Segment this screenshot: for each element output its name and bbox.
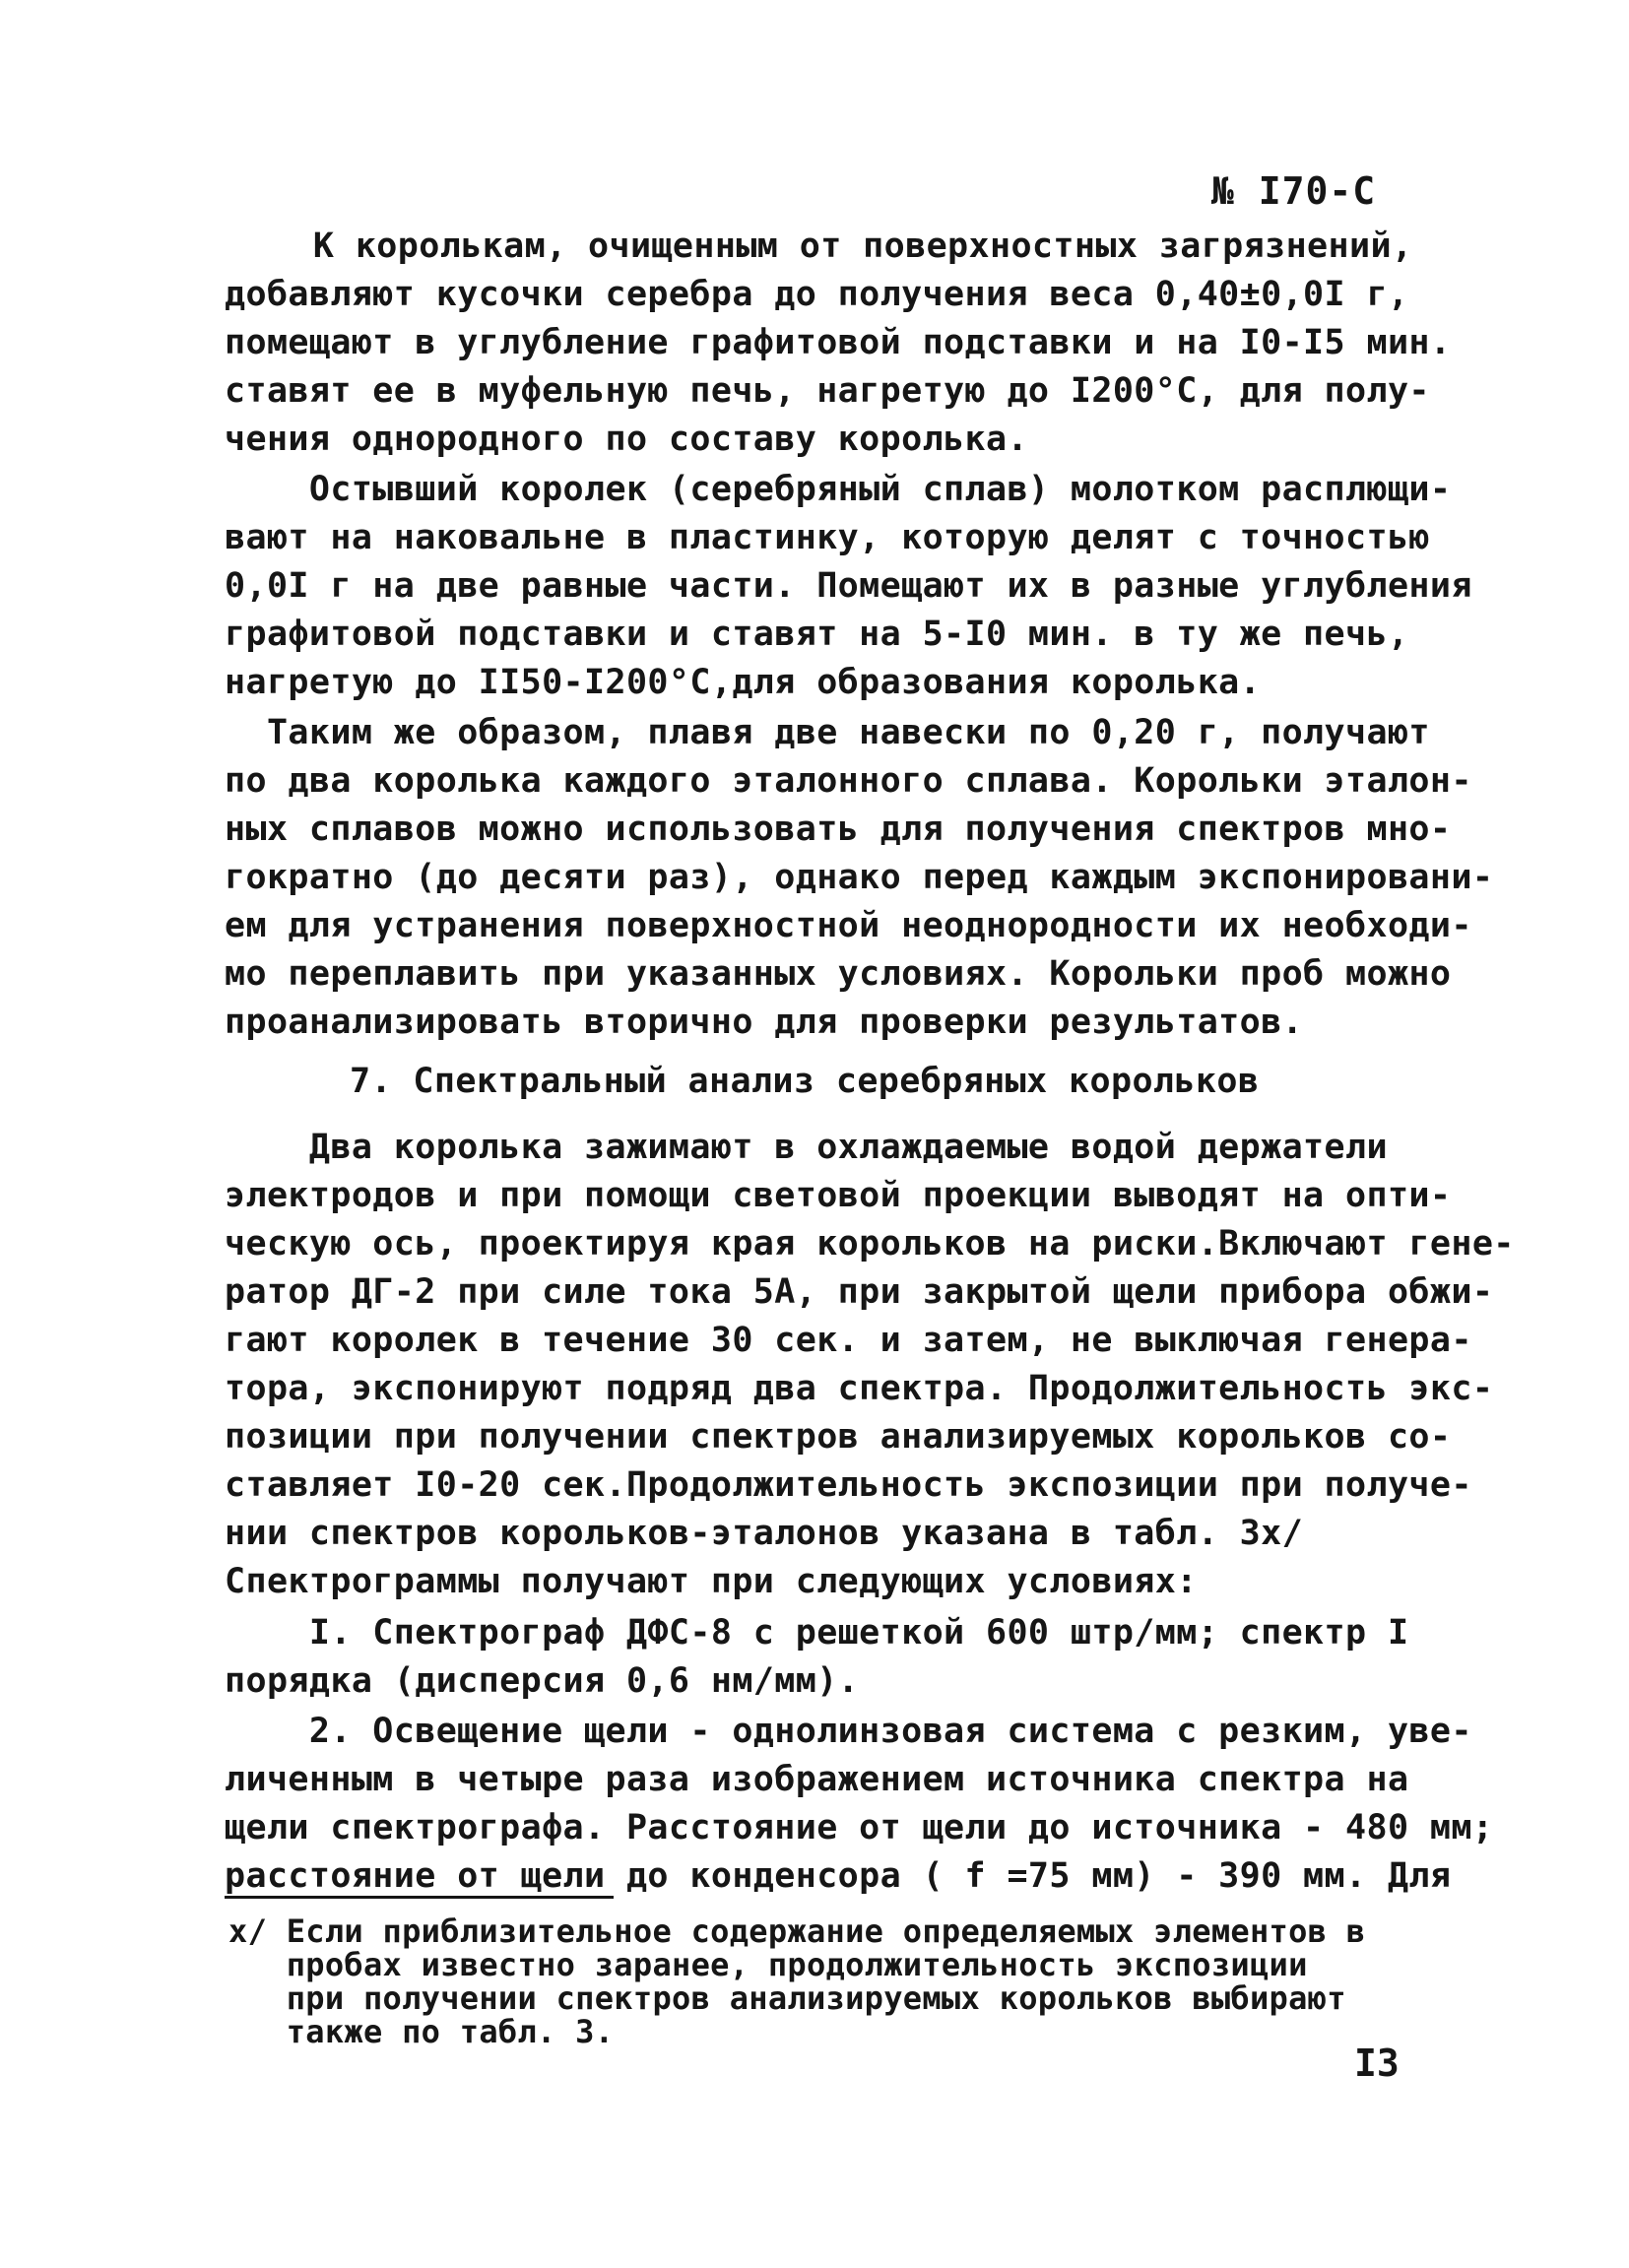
text-line: Два королька зажимают в охлаждаемые водой держатели (225, 1128, 1388, 1167)
text-line: 0,0I г на две равные части. Помещают их в разные углубления (225, 566, 1472, 606)
text-line: порядка (дисперсия 0,6 нм/мм). (225, 1661, 860, 1701)
text-line: нии спектров корольков-эталонов указана в табл. 3х/ (225, 1514, 1304, 1553)
text-line: Таким же образом, плавя две навески по 0,20 г, получают (225, 713, 1430, 752)
text-line: по два королька каждого эталонного сплава. Корольки эталон- (225, 761, 1472, 801)
text-line: графитовой подставки и ставят на 5-I0 мин. в ту же печь, (225, 615, 1409, 654)
text-line: проанализировать вторично для проверки результатов. (225, 1003, 1304, 1042)
text-line: I. Спектрограф ДФС-8 с решеткой 600 штр/мм; спектр I (225, 1613, 1409, 1652)
text-line: ратор ДГ-2 при силе тока 5А, при закрытой щели прибора обжи- (225, 1272, 1494, 1312)
text-line: щели спектрографа. Расстояние от щели до источника - 480 мм; (225, 1808, 1494, 1847)
section-heading: 7. Спектральный анализ серебряных корольков (350, 1062, 1260, 1101)
text-line: мо переплавить при указанных условиях. Корольки проб можно (225, 954, 1452, 994)
text-line: ставят ее в муфельную печь, нагретую до I200°С, для полу- (225, 371, 1430, 411)
text-line: нагретую до II50-I200°С,для образования королька. (225, 663, 1262, 702)
text-line: тора, экспонируют подряд два спектра. Продолжительность экс- (225, 1369, 1494, 1408)
text-line: гают королек в течение 30 сек. и затем, не выключая генера- (225, 1321, 1472, 1360)
text-line: Спектрограммы получают при следующих условиях: (225, 1562, 1198, 1601)
footnote-divider (225, 1896, 614, 1899)
text-line: расстояние от щели до конденсора ( f =75 мм) - 390 мм. Для (225, 1856, 1452, 1896)
text-line: К королькам, очищенным от поверхностных загрязнений, (228, 227, 1413, 266)
page-number: I3 (1354, 2041, 1400, 2085)
text-line: чения однородного по составу королька. (225, 420, 1028, 459)
text-line: вают на наковальне в пластинку, которую делят с точностью (225, 518, 1430, 557)
text-line: добавляют кусочки серебра до получения веса 0,40±0,0I г, (225, 275, 1409, 314)
text-line: Остывший королек (серебряный сплав) молотком расплющи- (225, 470, 1452, 509)
document-number: № I70-С (1211, 169, 1377, 213)
text-line: ставляет I0-20 сек.Продолжительность экспозиции при получе- (225, 1465, 1472, 1505)
footnote-line: также по табл. 3. (228, 2013, 615, 2050)
text-line: электродов и при помощи световой проекции выводят на опти- (225, 1176, 1452, 1215)
text-line: позиции при получении спектров анализируемых корольков со- (225, 1417, 1452, 1457)
text-line: помещают в углубление графитовой подставки и на I0-I5 мин. (225, 323, 1452, 362)
text-line: ческую ось, проектируя края корольков на риски.Включают гене- (225, 1224, 1515, 1264)
footnote-line: х/ Если приблизительное содержание определяемых элементов в (228, 1912, 1366, 1950)
text-line: гократно (до десяти раз), однако перед каждым экспонировани- (225, 858, 1494, 897)
text-line: личенным в четыре раза изображением источника спектра на (225, 1760, 1409, 1799)
text-line: ем для устранения поверхностной неоднородности их необходи- (225, 906, 1472, 945)
footnote-line: при получении спектров анализируемых корольков выбирают (228, 1979, 1346, 2017)
text-line: 2. Освещение щели - однолинзовая система с резким, уве- (225, 1712, 1472, 1751)
footnote-line: пробах известно заранее, продолжительность экспозиции (228, 1946, 1308, 1983)
text-line: ных сплавов можно использовать для получения спектров мно- (225, 810, 1452, 849)
